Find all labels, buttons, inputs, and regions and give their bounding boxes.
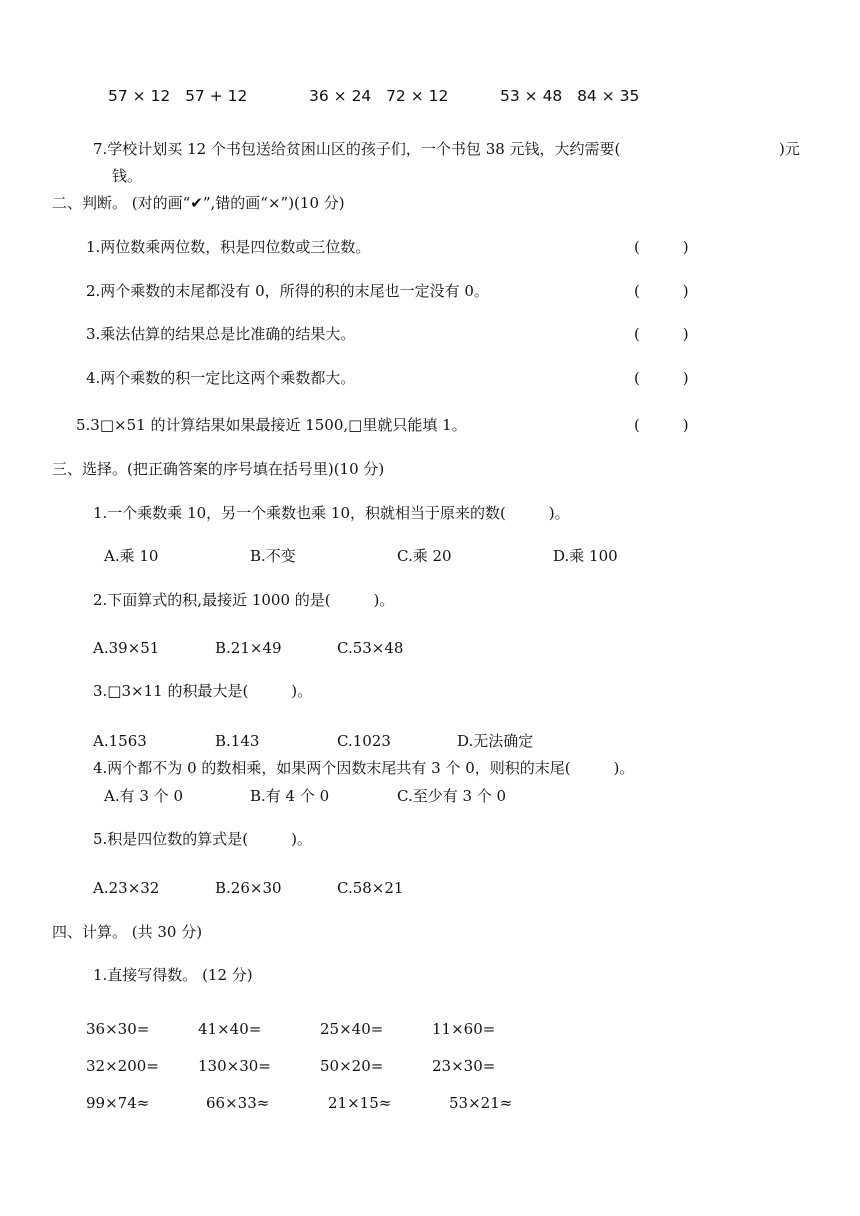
choice-q3-option-d: D.无法确定	[457, 732, 534, 750]
calc-item: 66×33≈	[206, 1094, 270, 1112]
choice-q3-option-c: C.1023	[337, 732, 391, 750]
section-2-title: 二、判断。 (对的画“✔”,错的画“×”)(10 分)	[52, 194, 345, 212]
choice-q5-stem: 5.积是四位数的算式是( )。	[93, 830, 312, 848]
calc-item: 21×15≈	[328, 1094, 392, 1112]
judge-item-2: 2.两个乘数的末尾都没有 0，所得的积的末尾也一定没有 0。	[86, 282, 489, 300]
choice-q4-option-c: C.至少有 3 个 0	[397, 787, 507, 805]
calc-item: 130×30=	[198, 1057, 271, 1075]
choice-q5-option-a: A.23×32	[93, 879, 160, 897]
choice-q2-option-c: C.53×48	[337, 639, 404, 657]
judge-item-1: 1.两位数乘两位数，积是四位数或三位数。	[86, 238, 371, 256]
choice-q1-stem: 1.一个乘数乘 10，另一个乘数也乘 10，积就相当于原来的数( )。	[93, 504, 570, 522]
calc-item: 32×200=	[86, 1057, 159, 1075]
calc-item: 25×40=	[320, 1020, 384, 1038]
expression-pair-1: 57 × 12 57 + 12	[108, 87, 248, 105]
choice-q3-option-b: B.143	[215, 732, 260, 750]
calc-item: 99×74≈	[86, 1094, 150, 1112]
question-7-unit: )元	[779, 140, 800, 158]
choice-q5-option-c: C.58×21	[337, 879, 404, 897]
calc-item: 36×30=	[86, 1020, 150, 1038]
answer-blank-5[interactable]: ( )	[634, 416, 689, 434]
choice-q1-option-c: C.乘 20	[397, 547, 452, 565]
question-7-text: 7.学校计划买 12 个书包送给贫困山区的孩子们，一个书包 38 元钱，大约需要(	[93, 140, 621, 158]
choice-q3-option-a: A.1563	[93, 732, 147, 750]
calc-item: 11×60=	[432, 1020, 496, 1038]
choice-q4-stem: 4.两个都不为 0 的数相乘，如果两个因数末尾共有 3 个 0，则积的末尾( )。	[93, 759, 635, 777]
choice-q1-option-a: A.乘 10	[104, 547, 159, 565]
judge-item-5: 5.3□×51 的计算结果如果最接近 1500,□里就只能填 1。	[76, 416, 467, 434]
section-4-title: 四、计算。 (共 30 分)	[52, 923, 203, 941]
choice-q3-stem: 3.□3×11 的积最大是( )。	[93, 682, 313, 700]
choice-q5-option-b: B.26×30	[215, 879, 282, 897]
calc-subsection-1-title: 1.直接写得数。 (12 分)	[93, 966, 253, 984]
calc-item: 41×40=	[198, 1020, 262, 1038]
expression-pair-3: 53 × 48 84 × 35	[500, 87, 640, 105]
choice-q1-option-b: B.不变	[250, 547, 296, 565]
judge-item-4: 4.两个乘数的积一定比这两个乘数都大。	[86, 369, 356, 387]
choice-q2-option-a: A.39×51	[93, 639, 160, 657]
expression-pair-2: 36 × 24 72 × 12	[309, 87, 449, 105]
choice-q2-stem: 2.下面算式的积,最接近 1000 的是( )。	[93, 591, 395, 609]
calc-item: 53×21≈	[449, 1094, 513, 1112]
answer-blank-4[interactable]: ( )	[634, 369, 689, 387]
choice-q4-option-b: B.有 4 个 0	[250, 787, 330, 805]
answer-blank-3[interactable]: ( )	[634, 325, 689, 343]
choice-q1-option-d: D.乘 100	[553, 547, 618, 565]
calc-item: 23×30=	[432, 1057, 496, 1075]
choice-q2-option-b: B.21×49	[215, 639, 282, 657]
judge-item-3: 3.乘法估算的结果总是比准确的结果大。	[86, 325, 356, 343]
section-3-title: 三、选择。(把正确答案的序号填在括号里)(10 分)	[52, 460, 385, 478]
choice-q4-option-a: A.有 3 个 0	[104, 787, 183, 805]
answer-blank-1[interactable]: ( )	[634, 238, 689, 256]
calc-item: 50×20=	[320, 1057, 384, 1075]
question-7-continuation: 钱。	[112, 167, 143, 185]
answer-blank-2[interactable]: ( )	[634, 282, 689, 300]
